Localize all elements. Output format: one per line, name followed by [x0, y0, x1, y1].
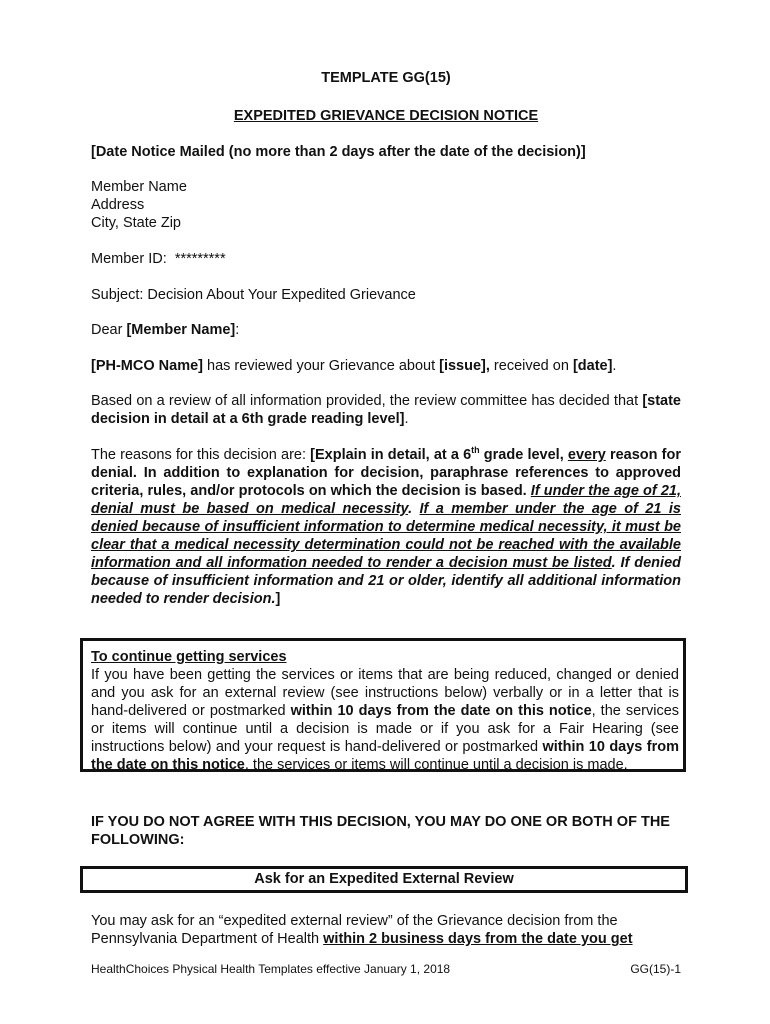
reasons-close: ] — [275, 591, 281, 607]
continue-t3: , the services or items will continue until a decision is made. — [244, 757, 628, 773]
review-paragraph — [91, 357, 681, 375]
reasons-paragraph — [91, 446, 681, 608]
member-city-state-zip: City, State Zip — [91, 215, 181, 231]
external-review-paragraph — [91, 912, 681, 948]
continue-services-heading: To continue getting services — [91, 649, 287, 665]
para1-text2: received on — [489, 358, 573, 374]
member-id-label: Member ID: — [91, 251, 167, 267]
para2-text: Based on a review of all information provided, the review committee has decided that — [91, 393, 643, 409]
footer-left: HealthChoices Physical Health Templates effective January 1, 2018 — [91, 962, 451, 976]
external-review-heading-box — [80, 866, 688, 893]
decision-paragraph — [91, 392, 681, 428]
member-id-value: ********* — [174, 251, 226, 267]
footer-page-number: GG(15)-1 — [630, 962, 681, 976]
reasons-bold-1a: [Explain in detail, at a 6 — [310, 447, 472, 463]
external-review-heading: Ask for an Expedited External Review — [254, 871, 514, 887]
reasons-21-or-older-rule: . If denied because of insufficient information and 21 or older, identify all additional information needed to render decision. — [91, 555, 681, 607]
salutation-placeholder: [Member Name] — [126, 322, 236, 338]
reasons-sup: th — [471, 445, 480, 456]
continue-deadline-1: within 10 days from the date on this notice — [290, 703, 592, 719]
reasons-intro: The reasons for this decision are: — [91, 447, 311, 463]
member-id-line — [91, 250, 681, 268]
continue-deadline-2: within 10 days from the date on this notice — [91, 739, 679, 773]
reasons-under21-rule: If under the age of 21, denial must be based on medical necessity — [91, 483, 681, 517]
date-placeholder: [date] — [572, 358, 613, 374]
reasons-dot: . — [408, 501, 420, 517]
reasons-insufficient-info-rule: If a member under the age of 21 is denied because of insufficient information to determine medical necessity, it must be clear that a medical necessity determination could not be reached with the available information and all information needed to render a decision must be listed — [91, 501, 681, 571]
external-review-deadline: within 2 business days from the date you get — [323, 931, 633, 947]
continue-services-text — [91, 666, 679, 774]
reasons-bold-2: reason for denial. In addition to explanation for decision, paraphrase references to approved criteria, rules, and/or protocols on which the decision is based. — [91, 447, 681, 499]
issue-placeholder: [issue], — [439, 358, 490, 374]
member-address: Address — [91, 197, 145, 213]
external-review-text: You may ask for an “expedited external review” of the Grievance decision from the Pennsylvania Department of Health — [91, 913, 618, 947]
para1-text1: has reviewed your Grievance about — [202, 358, 440, 374]
address-block — [91, 178, 681, 232]
notice-title: EXPEDITED GRIEVANCE DECISION NOTICE — [233, 108, 539, 124]
salutation-prefix: Dear — [91, 322, 127, 338]
template-id: TEMPLATE GG(15) — [321, 70, 451, 86]
continue-t1: If you have been getting the services or items that are being reduced, changed or denied and you ask for an external review (see instructions below) verbally or in a letter that is hand-delivered or postmarked — [91, 667, 679, 719]
salutation-suffix: : — [235, 322, 240, 338]
member-name: Member Name — [91, 179, 187, 195]
para1-text3: . — [612, 358, 617, 374]
continue-t2: , the services or items will continue until a decision is made or if you ask for a Fair Hearing (see instructions below) and your request is hand-delivered or postmarked — [91, 703, 680, 755]
reasons-every: every — [567, 447, 606, 463]
para2-end: . — [404, 411, 409, 427]
subject-line: Subject: Decision About Your Expedited Grievance — [91, 287, 416, 303]
decision-placeholder: [state decision in detail at a 6th grade reading level] — [91, 393, 681, 427]
salutation — [91, 321, 681, 339]
date-line: [Date Notice Mailed (no more than 2 days after the date of the decision)] — [91, 144, 586, 160]
mco-name: [PH-MCO Name] — [91, 358, 203, 374]
continue-services-box — [80, 638, 686, 772]
reasons-bold-1b: grade level, — [479, 447, 568, 463]
disagree-heading: IF YOU DO NOT AGREE WITH THIS DECISION, YOU MAY DO ONE OR BOTH OF THE FOLLOWING: — [91, 814, 670, 848]
